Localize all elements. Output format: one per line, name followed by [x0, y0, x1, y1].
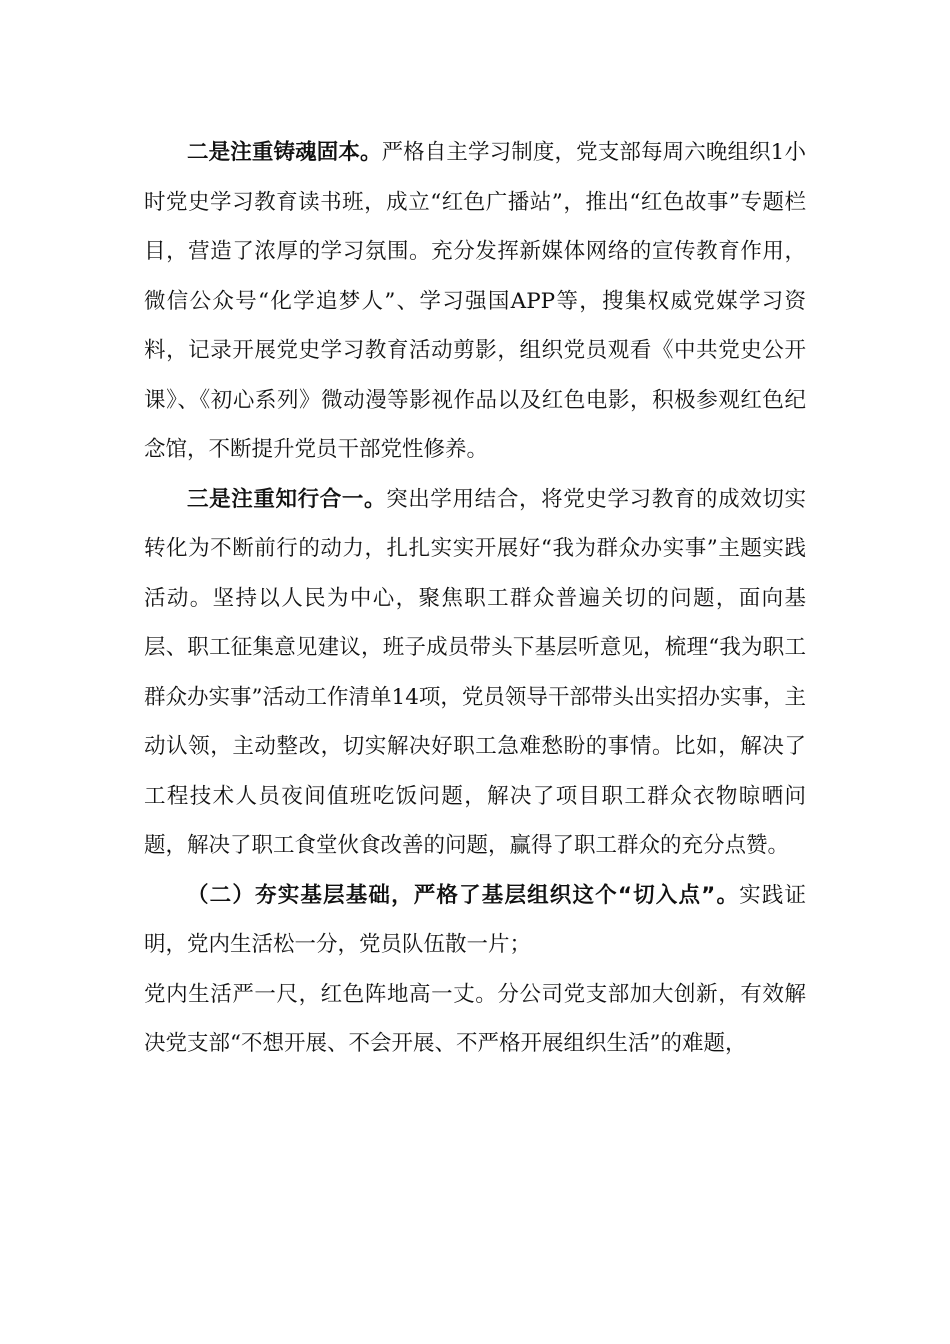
paragraph-lead: 三是注重知行合一。: [187, 486, 387, 512]
paragraph-soul-casting: [144, 128, 806, 475]
paragraph-lead: 二是注重铸魂固本。: [187, 140, 382, 165]
document-body: [144, 128, 806, 1069]
paragraph-text: 严格自主学习制度，党支部每周六晚组织1小时党史学习教育读书班，成立“红色广播站”，推出“红色故事”专题栏目，营造了浓厚的学习氛围。充分发挥新媒体网络的宣传教育作用，微信公众号“化学追梦人”、学习强国APP等，搜集权威党媒学习资料，记录开展党史学习教育活动剪影，组织党员观看《中共党史公开课》、《初心系列》微动漫等影视作品以及红色电影，积极参观红色纪念馆，不断提升党员干部党性修养。: [144, 140, 806, 462]
paragraph-text: 突出学用结合，将党史学习教育的成效切实转化为不断前行的动力，扎扎实实开展好“我为群众办实事”主题实践活动。坚持以人民为中心，聚焦职工群众普遍关切的问题，面向基层、职工征集意见建议，班子成员带头下基层听意见，梳理“我为职工群众办实事”活动工作清单14项，党员领导干部带头出实招办实事，主动认领，主动整改，切实解决好职工急难愁盼的事情。比如，解决了工程技术人员夜间值班吃饭问题，解决了项目职工群众衣物晾晒问题，解决了职工食堂伙食改善的问题，赢得了职工群众的充分点赞。: [144, 486, 806, 858]
paragraph-grassroots-heading: [144, 871, 806, 970]
paragraph-text: 实践证明，党内生活松一分，党员队伍散一片；: [144, 882, 806, 957]
section-heading: （二）夯实基层基础，严格了基层组织这个“切入点”。: [187, 882, 740, 908]
paragraph-knowledge-action: [144, 475, 806, 871]
paragraph-continuation: 党内生活严一尺，红色阵地高一丈。分公司党支部加大创新，有效解决党支部“不想开展、不会开展、不严格开展组织生活”的难题，: [144, 981, 806, 1056]
